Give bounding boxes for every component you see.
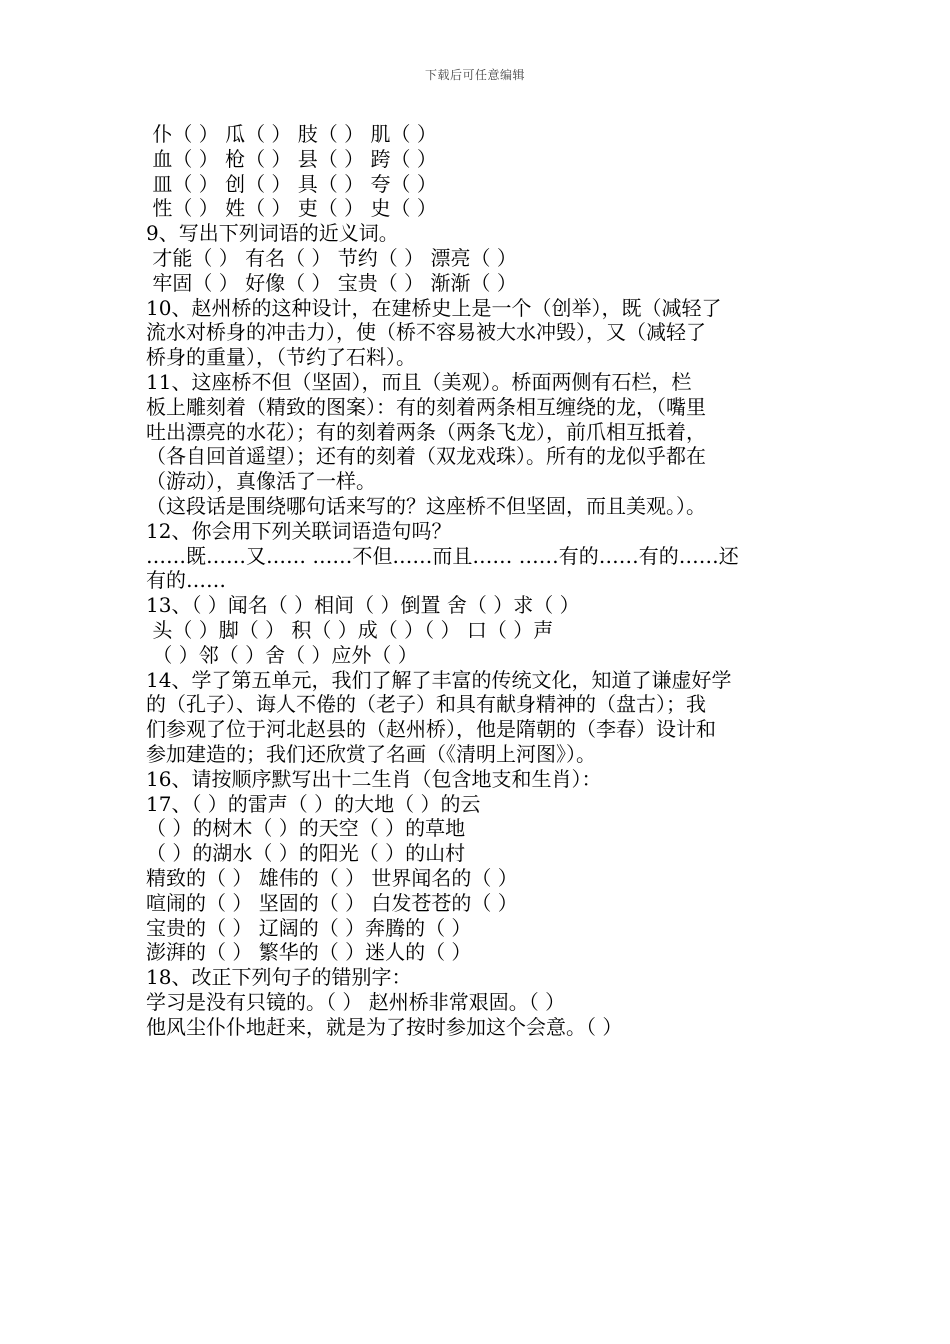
question-heading: 10、赵州桥的这种设计，在建桥史上是一个（创举），既（减轻了 <box>146 295 722 320</box>
text-line: 性（ ） 姓（ ） 吏（ ） 史（ ） <box>146 196 437 221</box>
question-heading: 17、（ ）的雷声（ ）的大地（ ）的云 <box>146 791 481 816</box>
question-heading: 11、这座桥不但（坚固），而且（美观）。桥面两侧有石栏，栏 <box>146 369 692 394</box>
text-line: 吐出漂亮的水花）；有的刻着两条（两条飞龙），前爪相互抵着， <box>146 419 706 444</box>
text-line: 澎湃的（ ） 繁华的（ ）迷人的（ ） <box>146 940 472 965</box>
text-line: 们参观了位于河北赵县的（赵州桥），他是隋朝的（李春）设计和 <box>146 717 716 742</box>
text-line: 他风尘仆仆地赶来，就是为了按时参加这个会意。（ ） <box>146 1014 623 1039</box>
question-heading: 13、（ ）闻名（ ）相间（ ）倒置 舍（ ）求（ ） <box>146 593 580 618</box>
text-line: （ ）邻（ ）舍（ ）应外（ ） <box>146 642 418 667</box>
text-line: 才能（ ） 有名（ ） 节约（ ） 漂亮（ ） <box>146 245 517 270</box>
text-line: 精致的（ ） 雄伟的（ ） 世界闻名的（ ） <box>146 865 518 890</box>
text-line: 参加建造的；我们还欣赏了名画（《清明上河图》）。 <box>146 741 596 766</box>
question-heading: 9、写出下列词语的近义词。 <box>146 221 399 246</box>
text-line: （各自回首遥望）；还有的刻着（双龙戏珠）。所有的龙似乎都在 <box>146 444 706 469</box>
text-line: （ ）的树木（ ）的天空（ ）的草地 <box>146 816 466 841</box>
text-line: 宝贵的（ ） 辽阔的（ ）奔腾的（ ） <box>146 915 472 940</box>
question-heading: 18、改正下列句子的错别字： <box>146 965 412 990</box>
text-line: 牢固（ ） 好像（ ） 宝贵（ ） 渐渐（ ） <box>146 270 517 295</box>
text-line: ……既……又…… ……不但……而且…… ……有的……有的……还 <box>146 543 739 568</box>
text-line: 喧闹的（ ） 坚固的（ ） 白发苍苍的（ ） <box>146 890 518 915</box>
text-line: 头（ ）脚（ ） 积（ ）成（ ）（ ） 口（ ）声 <box>146 617 554 642</box>
text-line: 学习是没有只镜的。（ ） 赵州桥非常艰固。（ ） <box>146 989 566 1014</box>
text-line: （这段话是围绕哪句话来写的？这座桥不但坚固，而且美观。）。 <box>146 493 706 518</box>
text-line: 皿（ ） 创（ ） 具（ ） 夸（ ） <box>146 171 437 196</box>
text-line: 有的…… <box>146 568 226 593</box>
question-heading: 12、你会用下列关联词语造句吗？ <box>146 518 452 543</box>
document-body <box>146 122 816 1039</box>
text-line: 流水对桥身的冲击力），使（桥不容易被大水冲毁），又（减轻了 <box>146 320 706 345</box>
page-header: 下载后可任意编辑 <box>424 68 525 82</box>
question-heading: 16、请按顺序默写出十二生肖（包含地支和生肖）： <box>146 766 602 791</box>
text-line: （ ）的湖水（ ）的阳光（ ）的山村 <box>146 841 466 866</box>
text-line: 板上雕刻着（精致的图案）：有的刻着两条相互缠绕的龙，（嘴里 <box>146 394 706 419</box>
text-line: （游动），真像活了一样。 <box>146 469 376 494</box>
text-line: 仆（ ） 瓜（ ） 肢（ ） 肌（ ） <box>146 122 437 146</box>
question-heading: 14、学了第五单元，我们了解了丰富的传统文化，知道了谦虚好学 <box>146 667 732 692</box>
text-line: 桥身的重量），（节约了石料）。 <box>146 345 416 370</box>
text-line: 的（孔子）、诲人不倦的（老子）和具有献身精神的（盘古）；我 <box>146 692 706 717</box>
text-line: 血（ ） 枪（ ） 县（ ） 跨（ ） <box>146 146 437 171</box>
